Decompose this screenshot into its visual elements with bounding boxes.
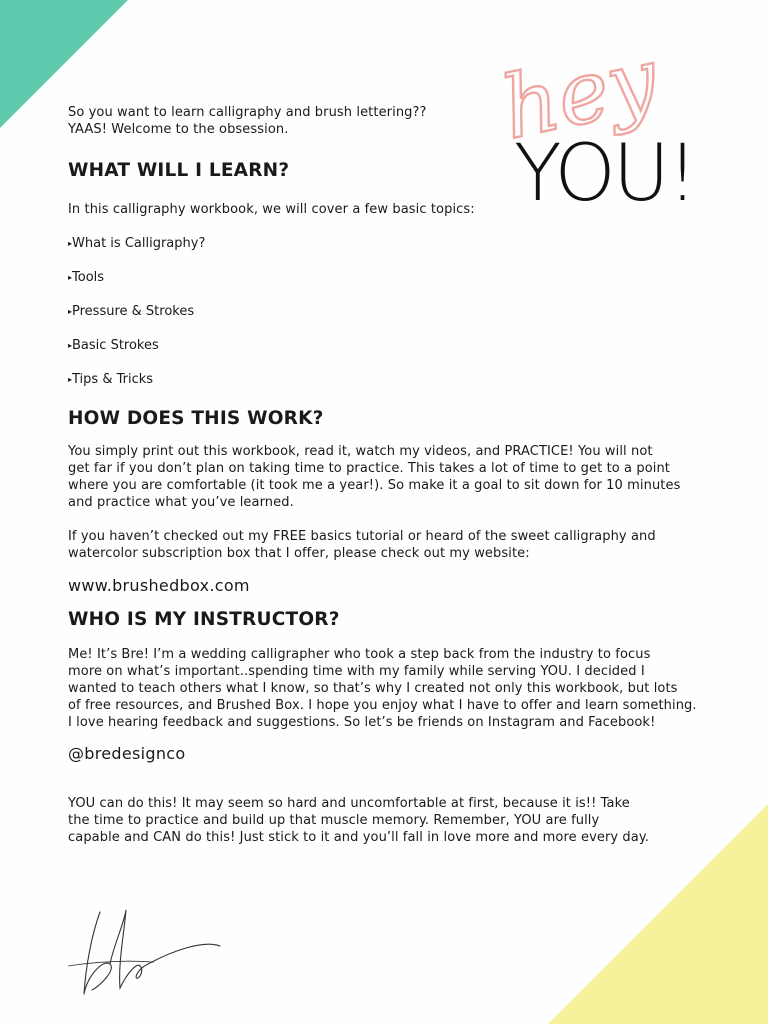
section-heading-instructor: WHO IS MY INSTRUCTOR? [68, 609, 340, 630]
bre-signature [64, 904, 234, 1004]
section-heading-learn: WHAT WILL I LEARN? [68, 160, 290, 181]
website-link[interactable]: www.brushedbox.com [68, 576, 250, 595]
closing-paragraph: YOU can do this! It may seem so hard and uncomfortable at first, because it is!! Take the time to practice and build up that muscle memory. Remember, YOU are fully capable and CAN do this! Just stick to it and you’ll fall in love more and more every day. [68, 796, 650, 845]
intro-line-2: YAAS! Welcome to the obsession. [68, 122, 289, 137]
intro-line-1: So you want to learn calligraphy and brush lettering?? [68, 105, 427, 120]
you-block-text: YOU! [514, 129, 696, 219]
instagram-handle[interactable]: @bredesignco [68, 744, 186, 763]
bullet-arrow-icon: ▸ [68, 375, 73, 384]
list-item: ▸Pressure & Strokes [68, 304, 195, 319]
hey-script-text: hey [494, 29, 666, 160]
topic-list [68, 235, 708, 388]
bullet-arrow-icon: ▸ [68, 239, 73, 248]
intro-block [68, 104, 708, 138]
how-paragraph-1: You simply print out this workbook, read it, watch my videos, and PRACTICE! You will not get far if you don’t plan on taking time to practice. This takes a lot of time to get to a point where you are comfortable (it took me a year!). So make it a goal to sit down for 10 minutes and practice what you’ve learned. [68, 444, 681, 510]
how-paragraph-2: If you haven’t checked out my FREE basics tutorial or heard of the sweet calligraphy and watercolor subscription box that I offer, please check out my website: [68, 529, 656, 561]
list-item: ▸Tips & Tricks [68, 372, 154, 387]
list-item: ▸Tools [68, 270, 105, 285]
instructor-paragraph: Me! It’s Bre! I’m a wedding calligrapher who took a step back from the industry to focus more on what’s important..spending time with my family while serving YOU. I decided I wanted to teach others what I know, so that’s why I created not only this workbook, but lots of free resources, and Brushed Box. I hope you enjoy what I have to offer and learn something. I love hearing feedback and suggestions. So let’s be friends on Instagram and Facebook! [68, 647, 697, 730]
learn-lead: In this calligraphy workbook, we will cover a few basic topics: [68, 202, 475, 217]
bullet-arrow-icon: ▸ [68, 307, 73, 316]
section-heading-how: HOW DOES THIS WORK? [68, 408, 324, 429]
list-item: ▸Basic Strokes [68, 338, 159, 353]
list-item: ▸What is Calligraphy? [68, 236, 206, 251]
bullet-arrow-icon: ▸ [68, 341, 73, 350]
document-body [68, 104, 708, 846]
bullet-arrow-icon: ▸ [68, 273, 73, 282]
